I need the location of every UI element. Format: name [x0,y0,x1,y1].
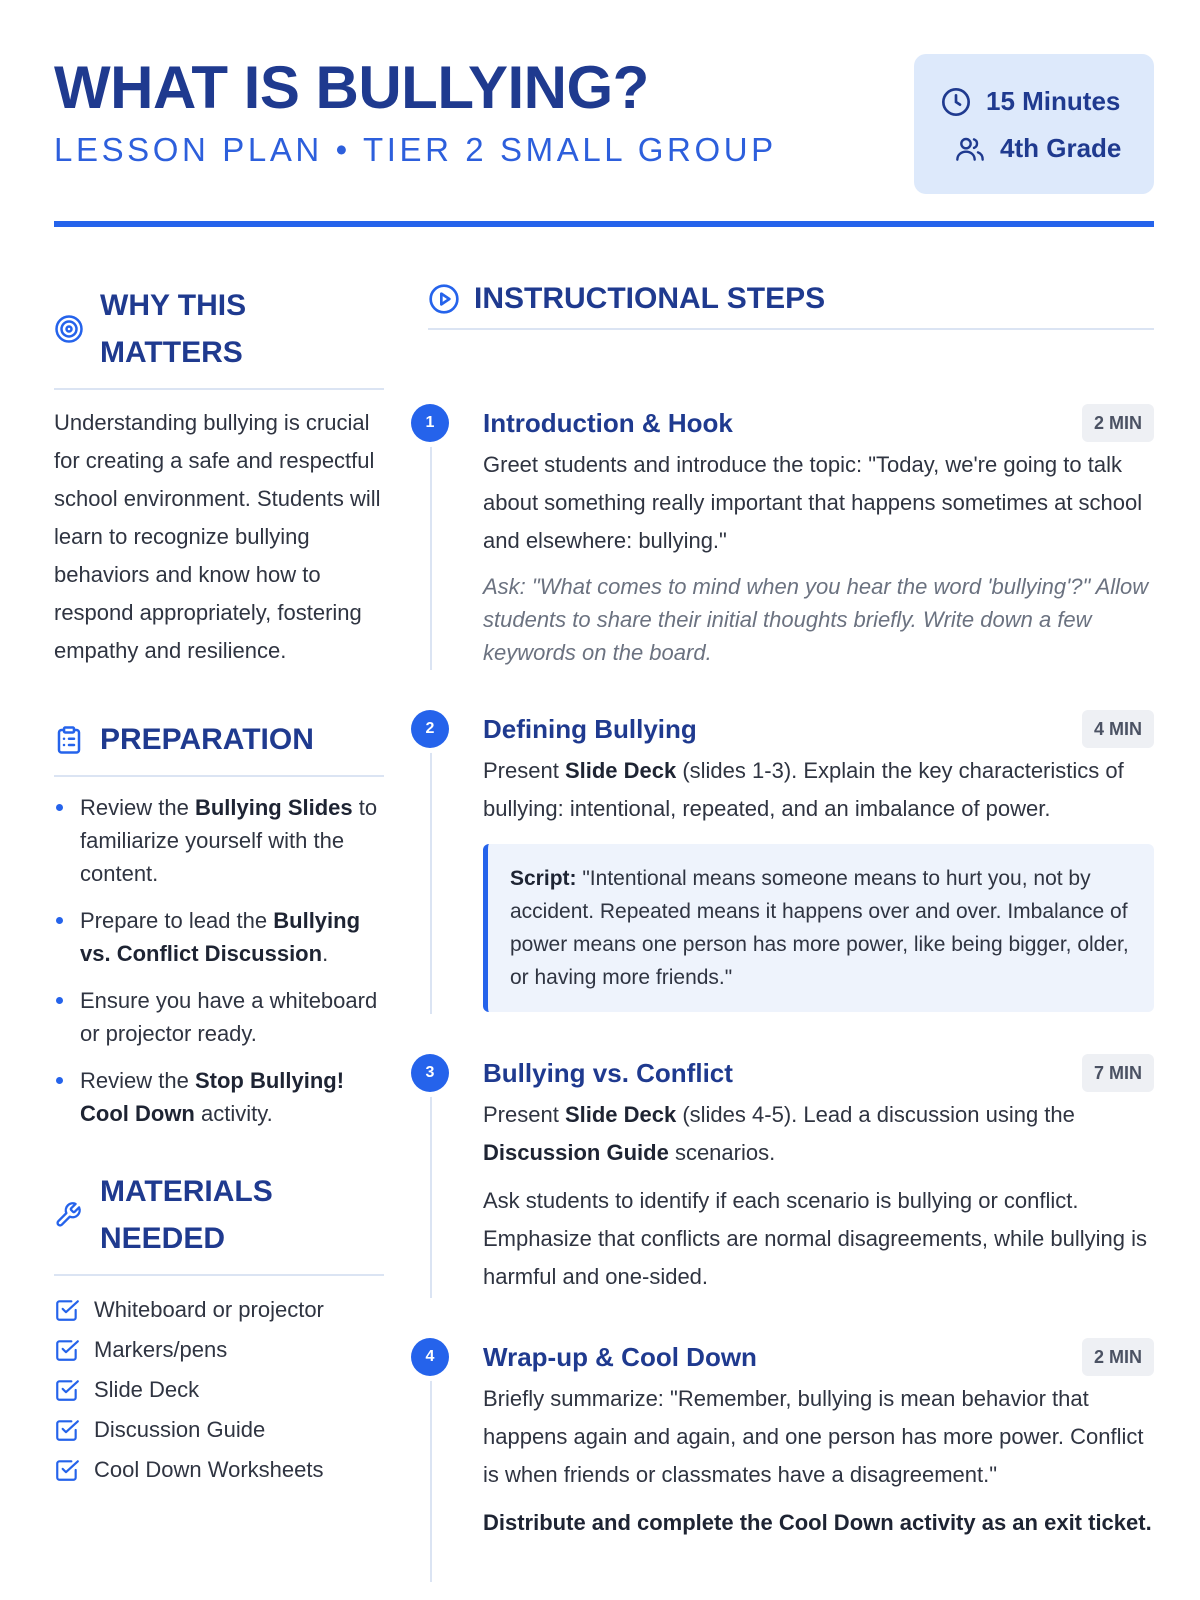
step-number: 4 [411,1338,449,1376]
clipboard-list-icon [54,724,84,756]
timeline-line [430,1340,432,1582]
steps-heading [428,282,1154,330]
timeline-line [430,406,432,670]
why-matters-heading [54,282,384,390]
step-ask-text: Ask: "What comes to mind when you hear the word 'bullying'?" Allow students to share their initial thoughts briefly. Write down a few keywords on the board. [483,574,1149,665]
step-number: 3 [411,1054,449,1092]
time-badge: 4 MIN [1082,710,1154,748]
lesson-plan-page [54,0,1154,1600]
left-column [54,282,384,1490]
play-circle-icon [428,283,460,315]
materials-title-line2: NEEDED [100,1222,226,1255]
checkbox-checked-icon [54,1457,80,1483]
preparation-heading [54,716,384,777]
duration-row [940,78,1154,125]
list-item: Prepare to lead the Bullying vs. Conflict Discussion. [54,904,384,970]
why-title-line2: MATTERS [100,336,243,369]
target-icon [54,314,84,344]
step-text: Present Slide Deck (slides 4-5). Lead a discussion using the Discussion Guide scenarios. [483,1102,1075,1165]
why-matters-text: Understanding bullying is crucial for creating a safe and respectful school environment. Students will learn to recognize bullying behaviors and know how to respond appropriately, fostering empathy and resilience. [54,410,381,663]
step-title: Defining Bullying [483,714,697,744]
time-badge: 7 MIN [1082,1054,1154,1092]
preparation-title: PREPARATION [100,723,314,756]
list-item: Ensure you have a whiteboard or projector ready. [54,984,384,1050]
checkbox-checked-icon [54,1417,80,1443]
list-item: Review the Bullying Slides to familiarize yourself with the content. [54,791,384,890]
materials-title-line1: MATERIALS [100,1175,273,1208]
step-text: Briefly summarize: "Remember, bullying is mean behavior that happens again and again, and one person has more power. Conflict is when friends or classmates have a disagreement." [483,1386,1144,1487]
grade-row [940,125,1154,172]
duration-text: 15 Minutes [986,86,1121,116]
page-title: WHAT IS BULLYING? [54,54,649,121]
steps-title: INSTRUCTIONAL STEPS [474,282,826,315]
step-number: 2 [411,710,449,748]
checkbox-checked-icon [54,1297,80,1323]
clock-icon [940,86,972,118]
script-callout: Script: "Intentional means someone means to hurt you, not by accident. Repeated means it happens over and over. Imbalance of power means one person has more power, like being bigger, older, or having more friends." [483,844,1154,1012]
header-divider [54,221,1154,227]
time-badge: 2 MIN [1082,1338,1154,1376]
list-item: Cool Down Worksheets [54,1450,384,1490]
step-title: Bullying vs. Conflict [483,1058,733,1088]
step-exit-ticket-text: Distribute and complete the Cool Down activity as an exit ticket. [483,1510,1152,1535]
right-column [425,282,1154,1535]
wrench-icon [54,1201,82,1229]
list-item: Review the Stop Bullying! Cool Down activity. [54,1064,384,1130]
page-subtitle: LESSON PLAN • TIER 2 SMALL GROUP [54,131,777,168]
list-item: Discussion Guide [54,1410,384,1450]
step-title: Introduction & Hook [483,408,733,438]
preparation-section [54,716,384,1130]
step-number: 1 [411,404,449,442]
checkbox-checked-icon [54,1337,80,1363]
timeline-line [430,1056,432,1298]
materials-heading [54,1168,384,1276]
materials-section [54,1168,384,1490]
grade-text: 4th Grade [1000,133,1122,163]
time-badge: 2 MIN [1082,404,1154,442]
timeline-line [430,712,432,1014]
why-title-line1: WHY THIS [100,289,247,322]
list-item: Whiteboard or projector [54,1290,384,1330]
step-text: Greet students and introduce the topic: "Today, we're going to talk about something really important that happens sometimes at school and elsewhere: bullying." [483,452,1143,553]
materials-list [54,1290,384,1490]
step-text-2: Ask students to identify if each scenario is bullying or conflict. Emphasize that conflicts are normal disagreements, while bullying is harmful and one-sided. [483,1188,1147,1289]
list-item: Slide Deck [54,1370,384,1410]
checkbox-checked-icon [54,1377,80,1403]
step-title: Wrap-up & Cool Down [483,1342,757,1372]
lesson-meta-box [914,54,1154,194]
preparation-list [54,791,384,1130]
step-text: Present Slide Deck (slides 1-3). Explain the key characteristics of bullying: intentional, repeated, and an imbalance of power. [483,758,1124,821]
list-item: Markers/pens [54,1330,384,1370]
users-icon [954,133,986,165]
